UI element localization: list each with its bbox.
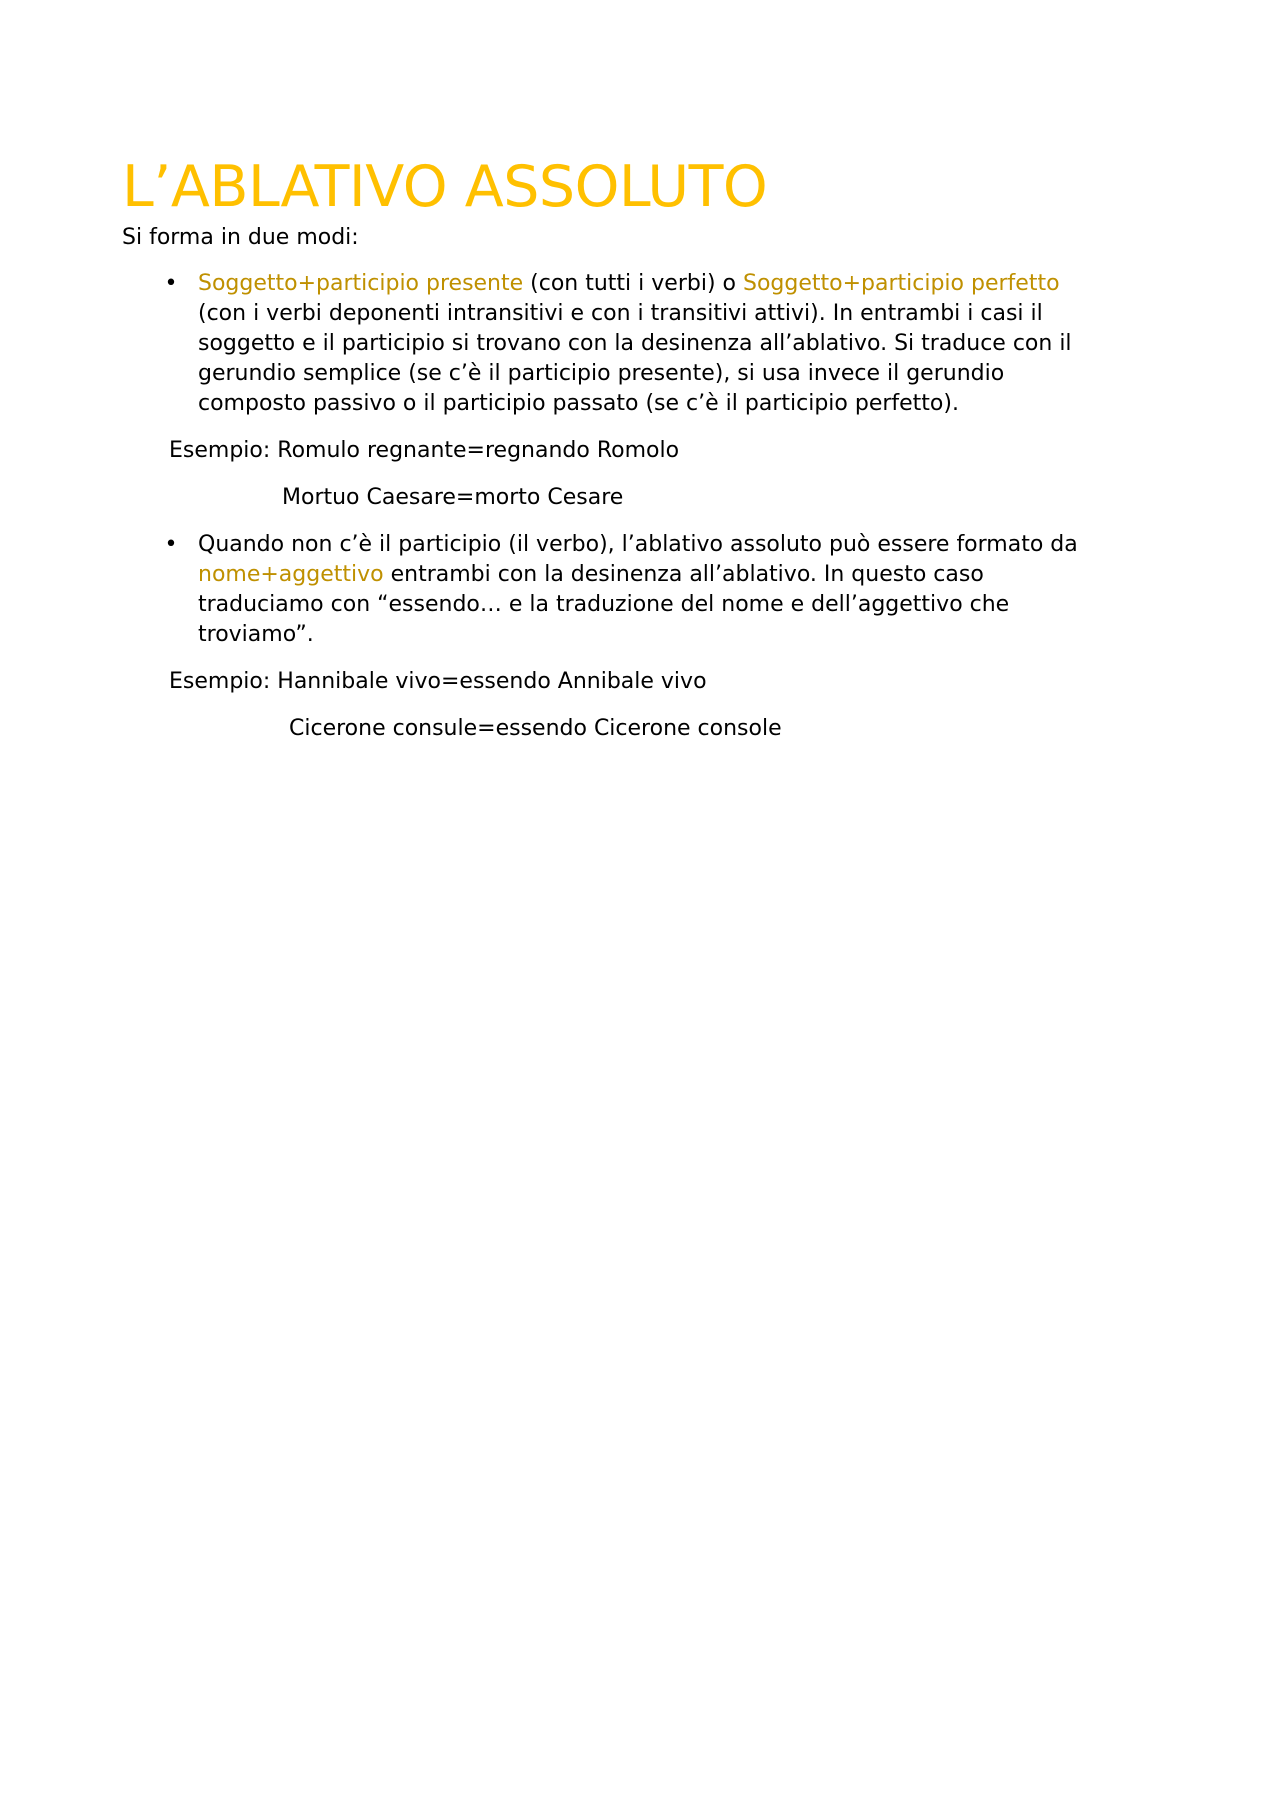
list-item-participle <box>164 269 1168 419</box>
highlight-noun-adjective: nome+aggettivo <box>198 562 384 587</box>
bullet-text: entrambi con la desinenza all’ablativo. In questo caso <box>383 562 984 587</box>
bullet-line: (con i verbi deponenti intransitivi e con i transitivi attivi). In entrambi i casi il <box>198 301 1043 326</box>
bullet-line: soggetto e il participio si trovano con la desinenza all’ablativo. Si traduce con il <box>198 331 1072 356</box>
example-line: Esempio: Romulo regnante=regnando Romolo <box>169 438 680 463</box>
bullet-icon: • <box>164 532 178 557</box>
list-item-noun-adjective <box>164 530 1168 650</box>
bullet-line: composto passivo o il participio passato (se c’è il participio perfetto). <box>198 391 959 416</box>
example-line: Mortuo Caesare=morto Cesare <box>282 485 624 510</box>
bullet-line: Quando non c’è il participio (il verbo), l’ablativo assoluto può essere formato da <box>198 532 1078 557</box>
bullet-line <box>198 560 1168 590</box>
bullet-line <box>198 269 1168 299</box>
bullet-line: gerundio semplice (se c’è il participio presente), si usa invece il gerundio <box>198 361 1005 386</box>
example-line: Esempio: Hannibale vivo=essendo Annibale vivo <box>169 669 707 694</box>
page-title: L’ABLATIVO ASSOLUTO <box>122 154 768 220</box>
example-line: Cicerone consule=essendo Cicerone console <box>289 716 782 741</box>
highlight-present-participle: Soggetto+participio presente <box>198 271 524 296</box>
bullet-text: (con tutti i verbi) o <box>523 271 743 296</box>
bullet-icon: • <box>164 271 178 296</box>
bullet-line: traduciamo con “essendo… e la traduzione del nome e dell’aggettivo che <box>198 592 1010 617</box>
intro-text: Si forma in due modi: <box>122 225 359 250</box>
bullet-line: troviamo”. <box>198 622 314 647</box>
highlight-perfect-participle: Soggetto+participio perfetto <box>742 271 1060 296</box>
